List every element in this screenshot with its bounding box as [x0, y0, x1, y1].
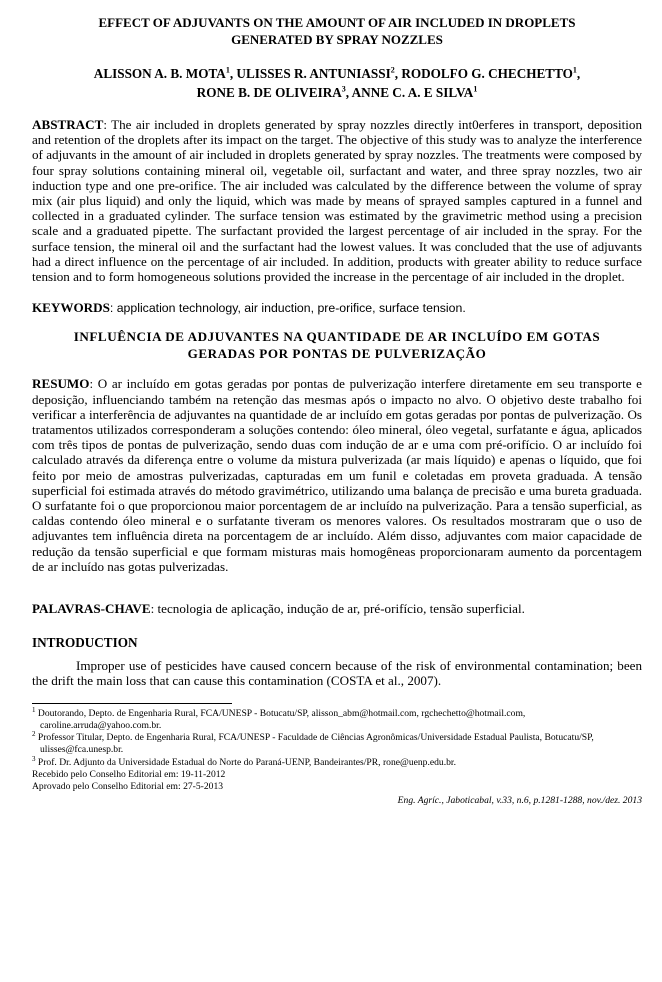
- pt-title-line-1: INFLUÊNCIA DE ADJUVANTES NA QUANTIDADE DE AR INCLUÍDO EM GOTAS: [73, 329, 601, 345]
- footnote-mark: 1: [32, 705, 36, 714]
- footnote-1: [32, 705, 642, 732]
- introduction-heading: INTRODUCTION: [32, 635, 138, 651]
- paper-title-en: [32, 14, 642, 48]
- palavras-chave-text: : tecnologia de aplicação, indução de ar, pré-orifício, tensão superficial.: [150, 601, 525, 617]
- title-line-1: EFFECT OF ADJUVANTS ON THE AMOUNT OF AIR INCLUDED IN DROPLETS: [98, 15, 576, 30]
- author-name: RODOLFO G. CHECHETTO: [401, 66, 573, 81]
- footnote-mark: 2: [32, 729, 36, 738]
- author-list: [32, 64, 642, 102]
- author-line-2: RONE B. DE OLIVEIRA$^3$, ANNE C. A. E SILVA$^1$: [196, 84, 478, 100]
- paper-page: [32, 14, 642, 807]
- footnote-text: Professor Titular, Depto. de Engenharia Rural, FCA/UNESP - Faculdade de Ciências Agronômicas/Universidade Estadual Paulista, Botucatu/SP, ulisses@fca.unesp.br.: [37, 732, 594, 756]
- abstract-label: ABSTRACT: [32, 117, 104, 132]
- footnote-mark: 3: [32, 754, 36, 763]
- author-affiliation-mark: 2: [390, 65, 395, 75]
- journal-reference: Eng. Agríc., Jaboticabal, v.33, n.6, p.1281-1288, nov./dez. 2013: [397, 795, 642, 807]
- pt-title-line-2: GERADAS POR PONTAS DE PULVERIZAÇÃO: [187, 346, 487, 362]
- footnote-text: Doutorando, Depto. de Engenharia Rural, FCA/UNESP - Botucatu/SP, alisson_abm@hotmail.com, rgchechetto@hotmail.com, caroline.arruda@yahoo.com.br.: [37, 707, 526, 731]
- resumo-label: RESUMO: [32, 376, 90, 392]
- author-line-1: ALISSON A. B. MOTA$^1$, ULISSES R. ANTUNIASSI$^2$, RODOLFO G. CHECHETTO$^1$,: [93, 65, 581, 81]
- keywords-text: : application technology, air induction, pre-orifice, surface tension.: [109, 301, 466, 316]
- author-affiliation-mark: 1: [473, 84, 478, 94]
- abstract-paragraph: [32, 117, 642, 284]
- paper-title-pt: [32, 328, 642, 362]
- footnote-3: [32, 754, 642, 769]
- palavras-chave-paragraph: [32, 601, 642, 616]
- author-name: ANNE C. A. E SILVA: [351, 85, 474, 100]
- resumo-paragraph: [32, 376, 642, 574]
- footnotes: [32, 705, 642, 793]
- author-name: ALISSON A. B. MOTA: [93, 66, 226, 81]
- title-line-2: GENERATED BY SPRAY NOZZLES: [231, 32, 443, 47]
- author-name: RONE B. DE OLIVEIRA: [196, 85, 342, 100]
- author-affiliation-mark: 1: [572, 65, 577, 75]
- introduction-paragraph: Improper use of pesticides have caused concern because of the risk of environmental contamination; been the drift the main loss that can cause this contamination (COSTA et al., 2007).: [32, 658, 642, 689]
- resumo-text: : O ar incluído em gotas geradas por pontas de pulverização interfere diretamente em seu transporte e deposição, influenciando também na retenção das mesmas após o impacto no alvo. O objetivo deste trabalho foi verificar a interferência de adjuvantes na quantidade de ar incluído em gotas geradas por pontas de pulverização. Os tratamentos utilizados corresponderam a soluções contendo: óleo mineral, óleo vegetal, surfatante e água, aplicados com três tipos de pontas de pulverização, sendo duas com indução de ar e uma com pré-orifício. O ar incluído foi calculado através da diferença entre o volume da mistura pulverizada (ar mais líquido) e apenas o líquido, que foi feito por meio de amostras pulverizadas, capturadas em um funil e coletadas em proveta graduada. A tensão superficial foi estimada através do método gravimétrico, utilizando uma balança de precisão e uma bureta graduada. O surfatante foi o que proporcionou maior porcentagem de ar incluído na pulverização. Para a tensão superficial, as caldas contendo óleo mineral e o surfatante tiveram os menores valores. Os resultados mostraram que o uso de adjuvantes tem influência direta na porcentagem de ar incluído. Além disso, adjuvantes com maior capacidade de redução da tensão superficial e que formam misturas mais homogêneas proporcionaram aumento da porcentagem de ar incluído nas gotas pulverizadas.: [32, 376, 642, 574]
- footnote-2: [32, 729, 642, 756]
- palavras-chave-label: PALAVRAS-CHAVE: [32, 601, 151, 617]
- author-affiliation-mark: 1: [225, 65, 230, 75]
- approved-date: Aprovado pelo Conselho Editorial em: 27-5-2013: [32, 780, 224, 792]
- footnote-text: Prof. Dr. Adjunto da Universidade Estadual do Norte do Paraná-UENP, Bandeirantes/PR, rone@uenp.edu.br.: [37, 756, 456, 768]
- received-date: Recebido pelo Conselho Editorial em: 19-11-2012: [32, 768, 226, 780]
- author-name: ULISSES R. ANTUNIASSI: [236, 66, 391, 81]
- keywords-paragraph: [32, 300, 642, 316]
- abstract-text: : The air included in droplets generated by spray nozzles directly int0erferes in transport, deposition and retention of the droplets after its impact on the target. The objective of this study was to analyze the interference of adjuvants in the amount of air included in droplets generated by spray nozzles. The treatments were composed by four spray solutions containing mineral oil, vegetable oil, surfactant and water, and three spray nozzles, two air induction type and one pre-orifice. The air included was calculated by the difference between the volume of spray mix (air plus liquid) and only the liquid, which was made by means of sprayed samples captured in a funnel and collected in a graduated cylinder. The surface tension was estimated by the gravimetric method using a precision scale and a graduated pipette. The surfactant provided the largest percentage of air included in the spray. For the surface tension, the mineral oil and the surfactant had the lowest values. It was concluded that the use of adjuvants had a direct influence on the percentage of air included. In addition, products with greater ability to reduce surface tension and to form homogeneous solutions provided the increase in the percentage of air included in the droplet.: [32, 117, 642, 285]
- footnote-divider: [32, 703, 232, 704]
- author-affiliation-mark: 3: [341, 84, 346, 94]
- keywords-label: KEYWORDS: [32, 300, 110, 316]
